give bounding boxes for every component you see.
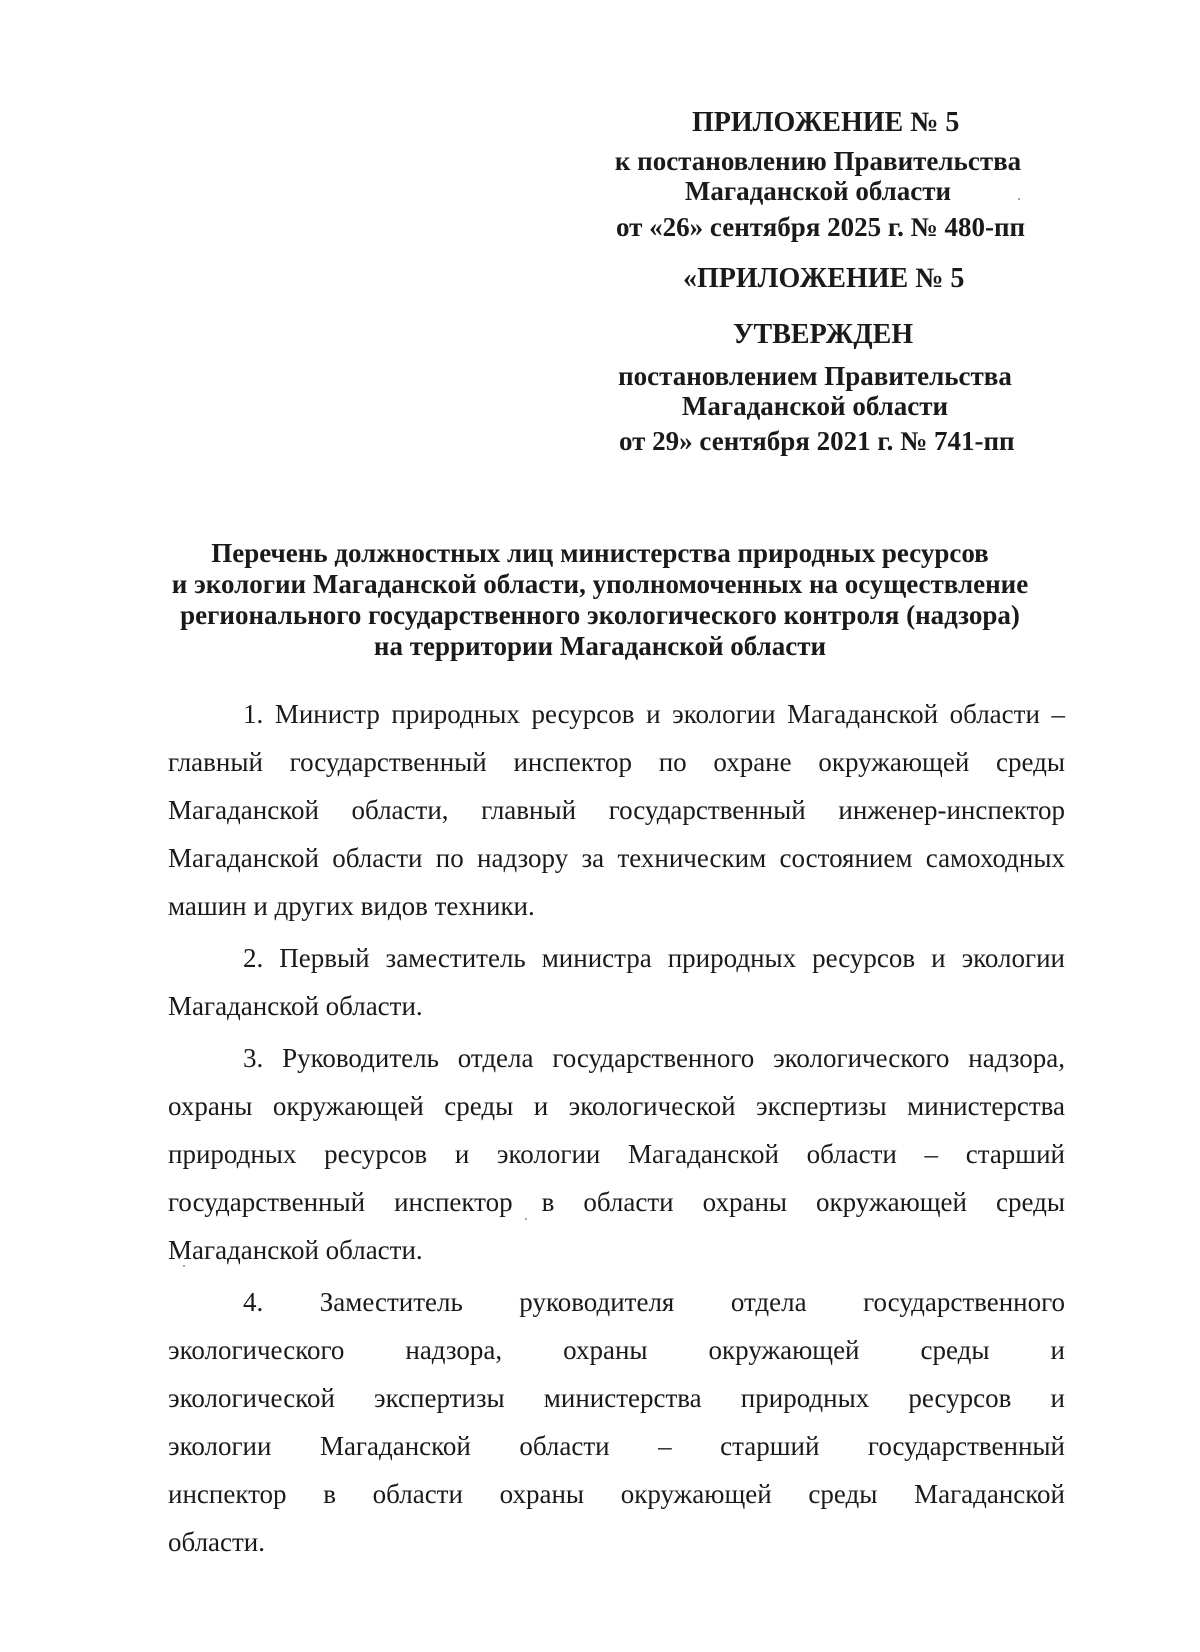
previous-appendix-heading: «ПРИЛОЖЕНИЕ № 5 — [683, 263, 965, 294]
resolution-reference: к постановлению Правительства — [614, 146, 1022, 176]
appendix-heading: ПРИЛОЖЕНИЕ № 5 — [692, 107, 960, 138]
officials-list — [168, 690, 1065, 1566]
approved-label: УТВЕРЖДЕН — [733, 319, 914, 350]
scan-speck — [525, 1218, 527, 1220]
approved-region-name: Магаданской области — [681, 391, 949, 421]
title-line: на территории Магаданской области — [373, 631, 827, 661]
resolution-date-number: от «26» сентября 2025 г. № 480-пп — [616, 212, 1026, 242]
region-name: Магаданской области — [684, 176, 952, 206]
approved-date-number: от 29» сентября 2021 г. № 741-пп — [619, 426, 1015, 456]
list-item: 1. Министр природных ресурсов и экологии Магаданской области – главный государственный инспектор по охране окружающей среды Магаданской области, главный государственный инженер-инспектор Магаданской области по надзору за техническим состоянием самоходных машин и других видов техники. — [168, 699, 1065, 921]
document-title — [150, 538, 1050, 662]
title-line: Перечень должностных лиц министерства природных ресурсов — [211, 538, 989, 568]
title-line: и экологии Магаданской области, уполномоченных на осуществление — [171, 569, 1029, 599]
list-item: 4. Заместитель руководителя отдела государственного экологического надзора, охраны окружающей среды и экологической экспертизы министерства природных ресурсов и экологии Магаданской области – старший государственный инспектор в области охраны окружающей среды Магаданской области. — [168, 1287, 1065, 1557]
list-item: 2. Первый заместитель министра природных ресурсов и экологии Магаданской области. — [168, 943, 1065, 1021]
approved-by-resolution: постановлением Правительства — [618, 361, 1012, 391]
scan-speck — [183, 1265, 185, 1267]
title-line: регионального государственного экологического контроля (надзора) — [180, 600, 1020, 630]
list-item: 3. Руководитель отдела государственного экологического надзора, охраны окружающей среды и экологической экспертизы министерства природных ресурсов и экологии Магаданской области – старший государственный инспектор в области охраны окружающей среды Магаданской области. — [168, 1043, 1065, 1265]
scan-speck — [1018, 198, 1020, 200]
